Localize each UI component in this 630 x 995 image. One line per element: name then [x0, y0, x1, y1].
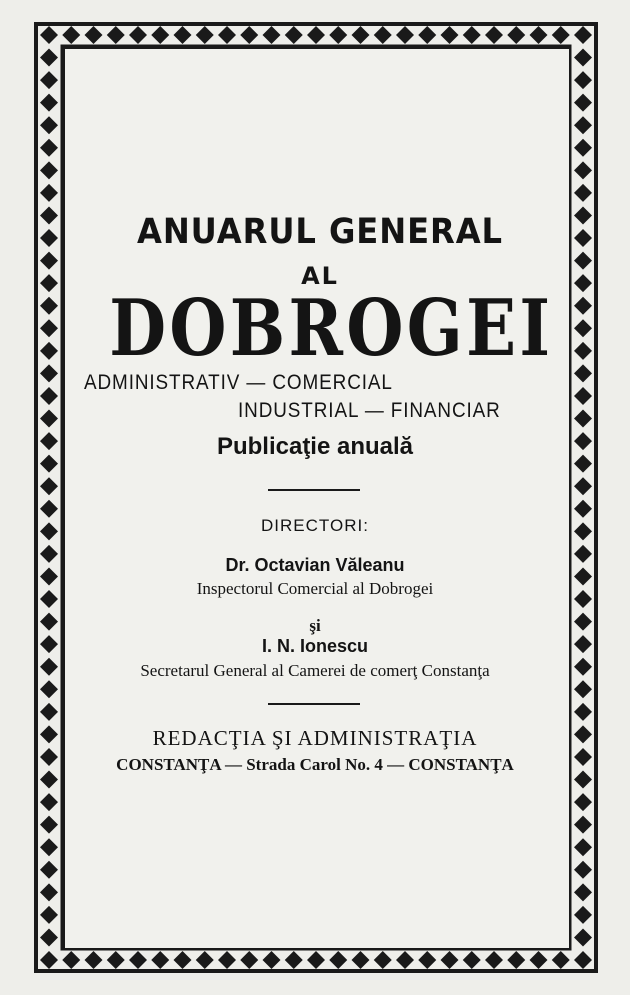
border-diamond	[574, 951, 592, 969]
border-diamond	[574, 658, 592, 676]
border-diamond	[574, 500, 592, 518]
border-diamond	[485, 951, 503, 969]
border-diamond	[40, 951, 58, 969]
border-diamond	[574, 274, 592, 292]
border-diamond	[374, 26, 392, 44]
border-diamond	[40, 680, 58, 698]
border-diamond	[174, 951, 192, 969]
border-diamond	[574, 703, 592, 721]
border-diamond	[263, 951, 281, 969]
border-diamond	[40, 522, 58, 540]
border-diamond	[40, 838, 58, 856]
border-diamond	[574, 816, 592, 834]
directors-heading: DIRECTORI:	[261, 516, 369, 535]
border-diamond	[62, 951, 80, 969]
border-diamond	[129, 26, 147, 44]
border-diamond	[574, 906, 592, 924]
border-diamond	[530, 951, 548, 969]
border-diamond	[40, 71, 58, 89]
divider-rule-top	[268, 489, 360, 491]
border-diamond	[396, 26, 414, 44]
border-diamond	[40, 613, 58, 631]
border-diamond	[574, 793, 592, 811]
border-diamond	[107, 26, 125, 44]
border-diamond	[441, 26, 459, 44]
border-diamond	[418, 951, 436, 969]
border-diamond	[396, 951, 414, 969]
border-diamond	[463, 951, 481, 969]
border-diamond	[574, 567, 592, 585]
border-diamond	[40, 26, 58, 44]
border-diamond	[285, 951, 303, 969]
publication-note: Publicaţie anuală	[216, 433, 414, 460]
subtitle-line-2: INDUSTRIAL — FINANCIAR	[238, 399, 501, 422]
border-diamond	[574, 297, 592, 315]
border-diamond	[40, 387, 58, 405]
border-diamond	[574, 432, 592, 450]
border-diamond	[352, 951, 370, 969]
border-diamond	[218, 26, 236, 44]
border-diamond	[507, 26, 525, 44]
subtitle-line-1: ADMINISTRATIV — COMERCIAL	[84, 371, 393, 394]
director-1-role: Inspectorul Comercial al Dobrogei	[196, 579, 434, 598]
border-diamond	[574, 455, 592, 473]
border-diamond	[40, 342, 58, 360]
border-diamond	[40, 274, 58, 292]
border-diamond	[40, 432, 58, 450]
border-diamond	[40, 184, 58, 202]
border-diamond	[307, 951, 325, 969]
border-diamond	[40, 793, 58, 811]
border-diamond	[40, 319, 58, 337]
border-diamond	[329, 26, 347, 44]
border-diamond	[574, 387, 592, 405]
border-diamond	[285, 26, 303, 44]
border-diamond	[574, 94, 592, 112]
border-diamond	[240, 26, 258, 44]
title-line-1: ANUARUL GENERAL	[136, 212, 504, 252]
border-diamond	[574, 139, 592, 157]
border-diamond	[129, 951, 147, 969]
border-diamond	[40, 816, 58, 834]
border-diamond	[574, 928, 592, 946]
border-diamond	[40, 658, 58, 676]
border-diamond	[329, 951, 347, 969]
border-diamond	[40, 906, 58, 924]
border-diamond	[40, 635, 58, 653]
border-diamond	[240, 951, 258, 969]
border-diamond	[62, 26, 80, 44]
border-diamond	[574, 184, 592, 202]
border-diamond	[552, 26, 570, 44]
border-diamond	[40, 297, 58, 315]
border-diamond	[574, 364, 592, 382]
border-diamond	[174, 26, 192, 44]
border-diamond	[574, 116, 592, 134]
border-diamond	[263, 26, 281, 44]
border-diamond	[40, 161, 58, 179]
border-diamond	[574, 522, 592, 540]
border-diamond	[574, 635, 592, 653]
address-line: CONSTANŢA — Strada Carol No. 4 — CONSTANŢA	[116, 755, 514, 774]
border-diamond	[574, 680, 592, 698]
border-diamond	[40, 500, 58, 518]
border-diamond	[40, 455, 58, 473]
editorial-heading: REDACŢIA ŞI ADMINISTRAŢIA	[152, 726, 478, 750]
border-diamond	[574, 342, 592, 360]
border-diamond	[552, 951, 570, 969]
border-diamond	[574, 229, 592, 247]
border-diamond	[40, 206, 58, 224]
border-diamond	[40, 94, 58, 112]
border-diamond	[85, 26, 103, 44]
border-diamond	[485, 26, 503, 44]
border-diamond	[307, 26, 325, 44]
border-diamond	[40, 748, 58, 766]
border-diamond	[574, 748, 592, 766]
border-diamond	[40, 590, 58, 608]
border-diamond	[574, 861, 592, 879]
border-diamond	[574, 410, 592, 428]
border-diamond	[574, 161, 592, 179]
border-diamond	[196, 26, 214, 44]
border-diamond	[574, 590, 592, 608]
director-2-name: I. N. Ionescu	[261, 636, 369, 656]
border-diamond	[40, 725, 58, 743]
border-diamond	[40, 229, 58, 247]
border-diamond	[40, 410, 58, 428]
border-diamond	[574, 71, 592, 89]
border-diamond	[40, 252, 58, 270]
border-diamond	[574, 477, 592, 495]
title-line-2: AL	[301, 262, 339, 290]
border-diamond	[574, 319, 592, 337]
border-diamond	[40, 477, 58, 495]
border-diamond	[507, 951, 525, 969]
border-diamond	[574, 545, 592, 563]
conjunction: şi	[309, 616, 321, 635]
border-diamond	[574, 26, 592, 44]
border-diamond	[374, 951, 392, 969]
border-diamond	[352, 26, 370, 44]
border-diamond	[574, 206, 592, 224]
border-diamond	[40, 567, 58, 585]
border-diamond	[441, 951, 459, 969]
border-diamond	[40, 771, 58, 789]
border-diamond	[40, 49, 58, 67]
border-diamond	[40, 116, 58, 134]
border-diamond	[196, 951, 214, 969]
border-diamond	[40, 139, 58, 157]
director-2-role: Secretarul General al Camerei de comerţ Constanţa	[140, 661, 490, 680]
main-title: DOBROGEI	[109, 283, 554, 374]
border-diamond	[574, 49, 592, 67]
border-diamond	[574, 725, 592, 743]
border-diamond	[151, 951, 169, 969]
border-diamond	[530, 26, 548, 44]
border-diamond	[418, 26, 436, 44]
border-diamond	[574, 771, 592, 789]
border-diamond	[40, 883, 58, 901]
border-diamond	[40, 545, 58, 563]
border-diamond	[574, 883, 592, 901]
border-diamond	[151, 26, 169, 44]
divider-rule-bottom	[268, 703, 360, 705]
director-1-name: Dr. Octavian Văleanu	[225, 555, 405, 575]
border-diamond	[574, 613, 592, 631]
inner-panel	[63, 47, 571, 950]
border-diamond	[574, 252, 592, 270]
border-diamond	[463, 26, 481, 44]
border-diamond	[574, 838, 592, 856]
border-diamond	[40, 861, 58, 879]
border-diamond	[40, 928, 58, 946]
border-diamond	[218, 951, 236, 969]
border-diamond	[40, 703, 58, 721]
border-diamond	[85, 951, 103, 969]
border-diamond	[107, 951, 125, 969]
border-diamond	[40, 364, 58, 382]
